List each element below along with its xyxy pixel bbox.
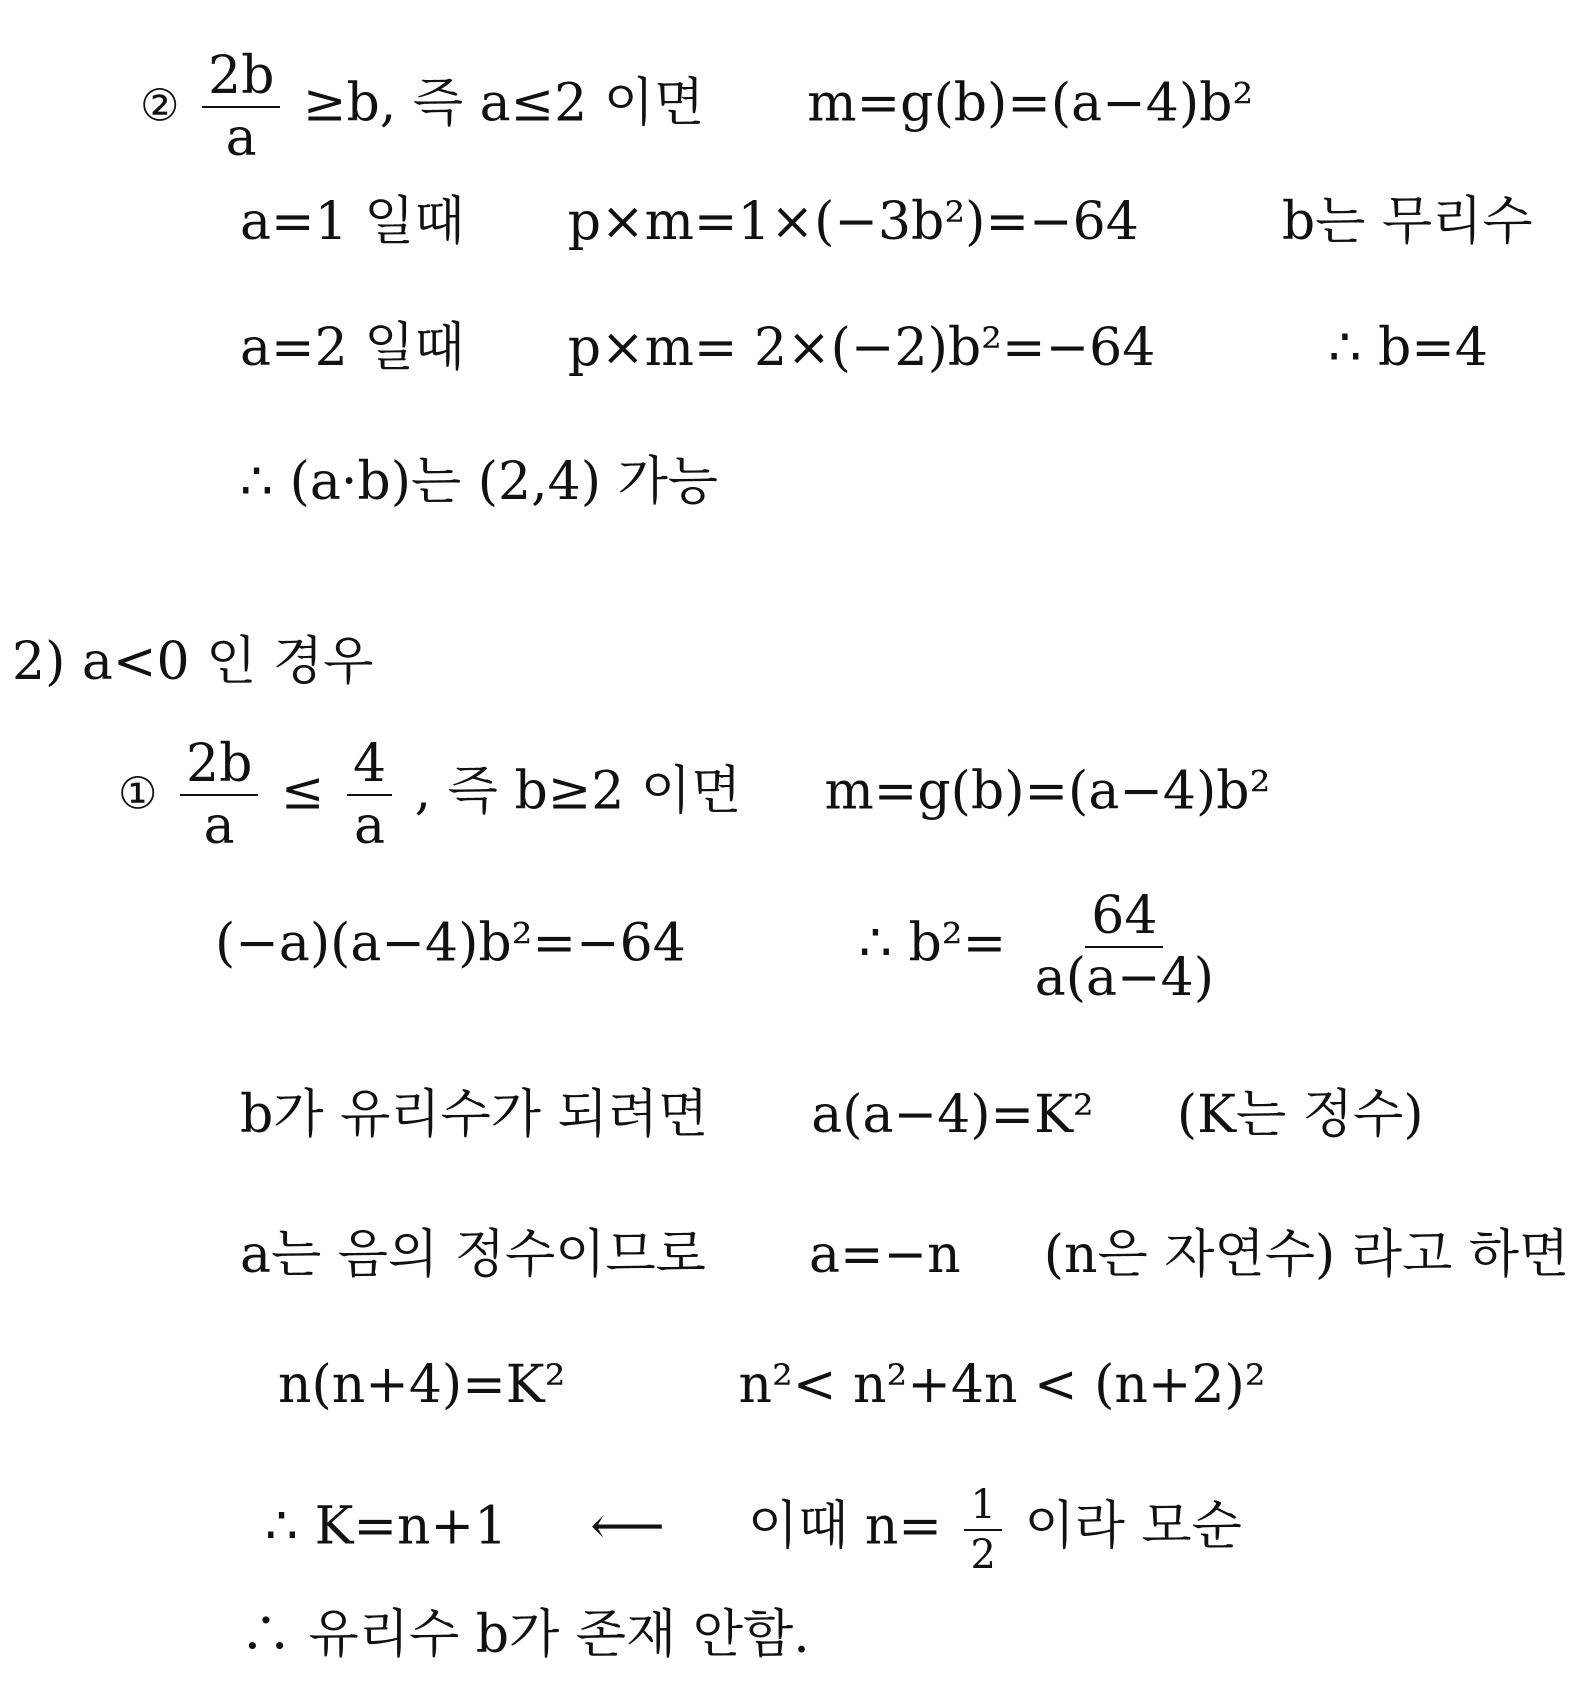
conclusion: b는 무리수 xyxy=(1281,192,1533,252)
case-2-condition-line xyxy=(140,46,1254,168)
fraction-numerator: 4 xyxy=(347,738,392,796)
equation: ∴ K=n+1 xyxy=(265,1496,508,1557)
section-heading xyxy=(12,632,373,692)
fraction-2b-over-a xyxy=(180,734,258,856)
case-label: a=2 일때 xyxy=(240,318,465,378)
condition-text: , 즉 b≥2 이면 xyxy=(414,761,742,822)
circled-number-2: ② xyxy=(140,80,180,132)
condition-text: b가 유리수가 되려면 xyxy=(240,1085,709,1145)
inequality: n²< n²+4n < (n+2)² xyxy=(738,1355,1266,1415)
condition-text: a는 음의 정수이므로 xyxy=(240,1225,706,1285)
contradiction-line xyxy=(265,1482,1242,1578)
equation: p×m= 2×(−2)b²=−64 xyxy=(567,318,1156,378)
possible-pair-line xyxy=(240,452,718,512)
note: (n은 자연수) 라고 하면 xyxy=(1043,1225,1569,1285)
equation: 이때 n= xyxy=(747,1496,942,1557)
fraction-denominator: 2 xyxy=(970,1532,996,1578)
fraction-1-over-2 xyxy=(964,1482,1001,1578)
rational-condition-line xyxy=(240,1085,1423,1145)
fraction-numerator: 1 xyxy=(964,1485,1001,1531)
section-title: 2) a<0 인 경우 xyxy=(12,632,374,692)
condition-text: ≥b, 즉 a≤2 이면 xyxy=(302,73,705,134)
note: (K는 정수) xyxy=(1176,1085,1424,1145)
substitution-line xyxy=(240,1225,1569,1285)
b-squared-line xyxy=(215,886,1226,1008)
contradiction-text: 이라 모순 xyxy=(1024,1496,1242,1557)
fraction-numerator: 64 xyxy=(1085,890,1163,948)
fraction-denominator: a xyxy=(354,796,386,856)
fraction-numerator: 2b xyxy=(202,50,280,108)
fraction-2b-over-a xyxy=(202,46,280,168)
le-symbol: ≤ xyxy=(280,761,325,822)
equation: p×m=1×(−3b²)=−64 xyxy=(567,192,1139,252)
conclusion: ∴ 유리수 b가 존재 안함. xyxy=(240,1605,810,1665)
conclusion: ∴ (a·b)는 (2,4) 가능 xyxy=(240,452,719,512)
fraction-denominator: a xyxy=(203,796,235,856)
case-label: a=1 일때 xyxy=(240,192,465,252)
equation: a=−n xyxy=(808,1225,961,1285)
fraction-denominator: a xyxy=(225,108,257,168)
a-equals-2-line xyxy=(240,318,1488,378)
inequality-line xyxy=(278,1355,1266,1415)
fraction-4-over-a xyxy=(347,734,392,856)
circled-number-1: ① xyxy=(118,768,158,820)
therefore-b-squared: ∴ b²= xyxy=(858,913,1007,974)
g-formula: m=g(b)=(a−4)b² xyxy=(824,761,1271,822)
a-equals-1-line xyxy=(240,192,1533,252)
equation: n(n+4)=K² xyxy=(278,1355,566,1415)
equation: a(a−4)=K² xyxy=(811,1085,1094,1145)
case-1-condition-line xyxy=(118,734,1271,856)
fraction-64-over-a-a-minus-4 xyxy=(1029,886,1220,1008)
fraction-denominator: a(a−4) xyxy=(1034,948,1214,1008)
fraction-numerator: 2b xyxy=(180,738,258,796)
conclusion: ∴ b=4 xyxy=(1328,318,1488,378)
left-arrow-icon: ⟵ xyxy=(590,1496,665,1557)
final-conclusion-line xyxy=(240,1605,810,1665)
g-formula: m=g(b)=(a−4)b² xyxy=(807,73,1254,134)
equation: (−a)(a−4)b²=−64 xyxy=(215,913,686,974)
